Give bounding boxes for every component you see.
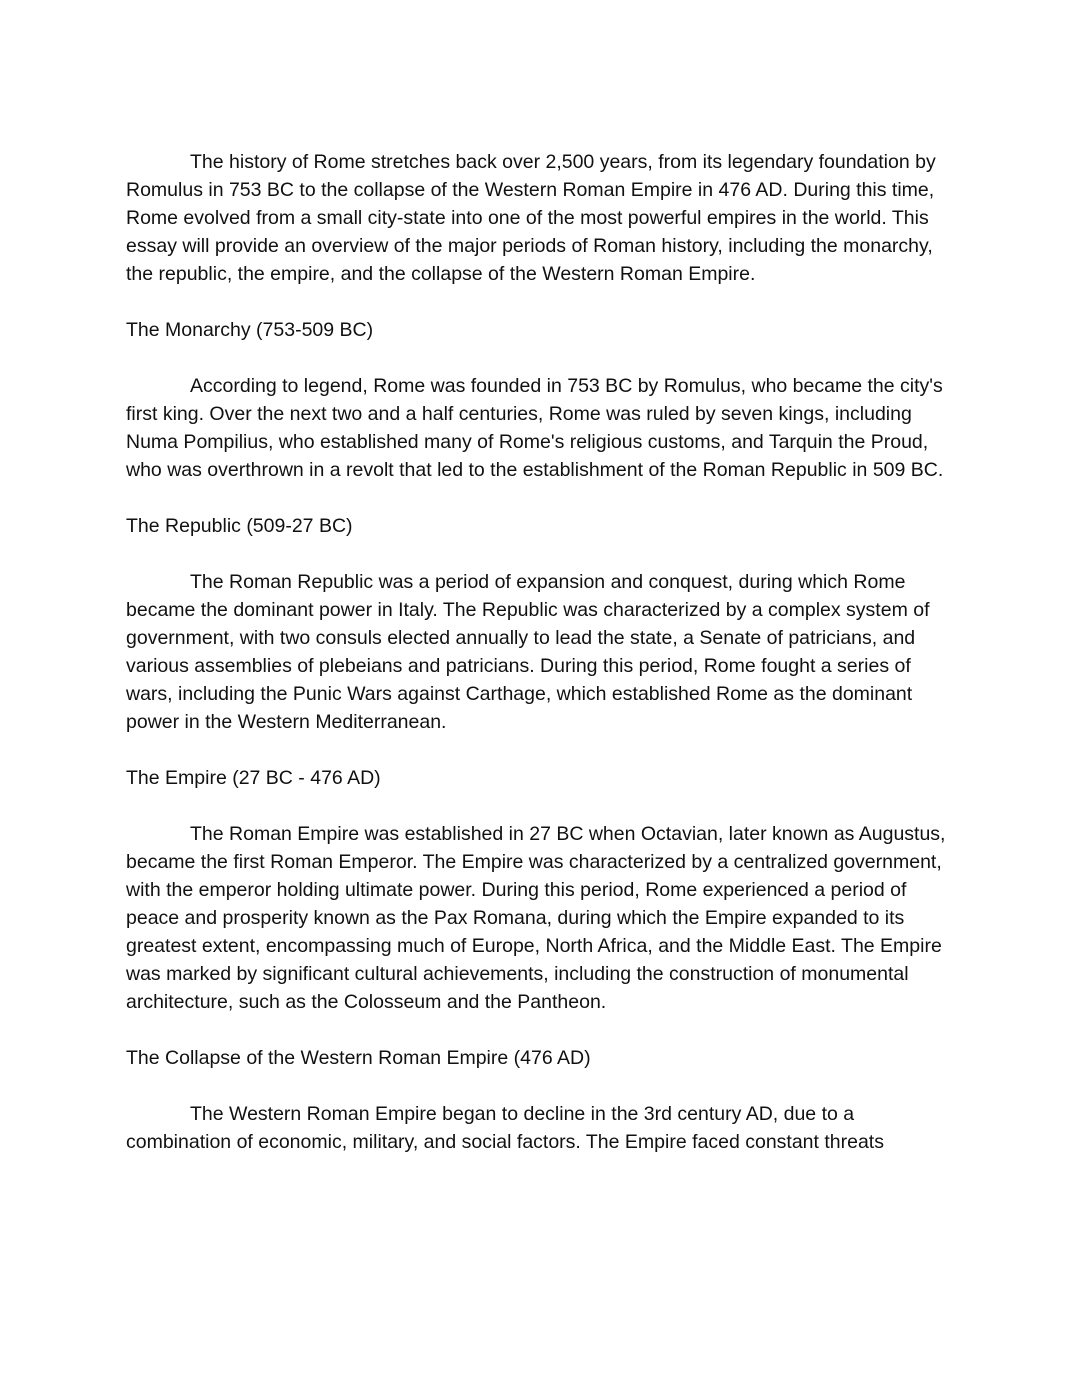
intro-paragraph: The history of Rome stretches back over 2,500 years, from its legendary foundation by Romulus in 753 BC to the collapse of the Western Roman Empire in 476 AD. During this time, Rome evolved from a small city-state into one of the most powerful empires in the world. This essay will provide an overview of the major periods of Roman history, including the monarchy, the republic, the empire, and the collapse of the Western Roman Empire.	[126, 151, 936, 285]
republic-paragraph: The Roman Republic was a period of expansion and conquest, during which Rome became the dominant power in Italy. The Republic was characterized by a complex system of government, with two consuls elected annually to lead the state, a Senate of patricians, and various assemblies of plebeians and patricians. During this period, Rome fought a series of wars, including the Punic Wars against Carthage, which established Rome as the dominant power in the Western Mediterranean.	[126, 571, 930, 733]
empire-paragraph: The Roman Empire was established in 27 BC when Octavian, later known as Augustus, became the first Roman Emperor. The Empire was characterized by a centralized government, with the emperor holding ultimate power. During this period, Rome experienced a period of peace and prosperity known as the Pax Romana, during which the Empire expanded to its greatest extent, encompassing much of Europe, North Africa, and the Middle East. The Empire was marked by significant cultural achievements, including the construction of monumental architecture, such as the Colosseum and the Pantheon.	[126, 823, 946, 1013]
collapse-paragraph: The Western Roman Empire began to decline in the 3rd century AD, due to a combination of economic, military, and social factors. The Empire faced constant threats	[126, 1103, 884, 1153]
section-heading-collapse: The Collapse of the Western Roman Empire (476 AD)	[126, 1047, 591, 1069]
section-heading-republic: The Republic (509-27 BC)	[126, 515, 353, 537]
monarchy-paragraph: According to legend, Rome was founded in 753 BC by Romulus, who became the city's first king. Over the next two and a half centuries, Rome was ruled by seven kings, including Numa Pompilius, who established many of Rome's religious customs, and Tarquin the Proud, who was overthrown in a revolt that led to the establishment of the Roman Republic in 509 BC.	[126, 375, 944, 481]
section-heading-empire: The Empire (27 BC - 476 AD)	[126, 767, 381, 789]
section-heading-monarchy: The Monarchy (753-509 BC)	[126, 319, 374, 341]
